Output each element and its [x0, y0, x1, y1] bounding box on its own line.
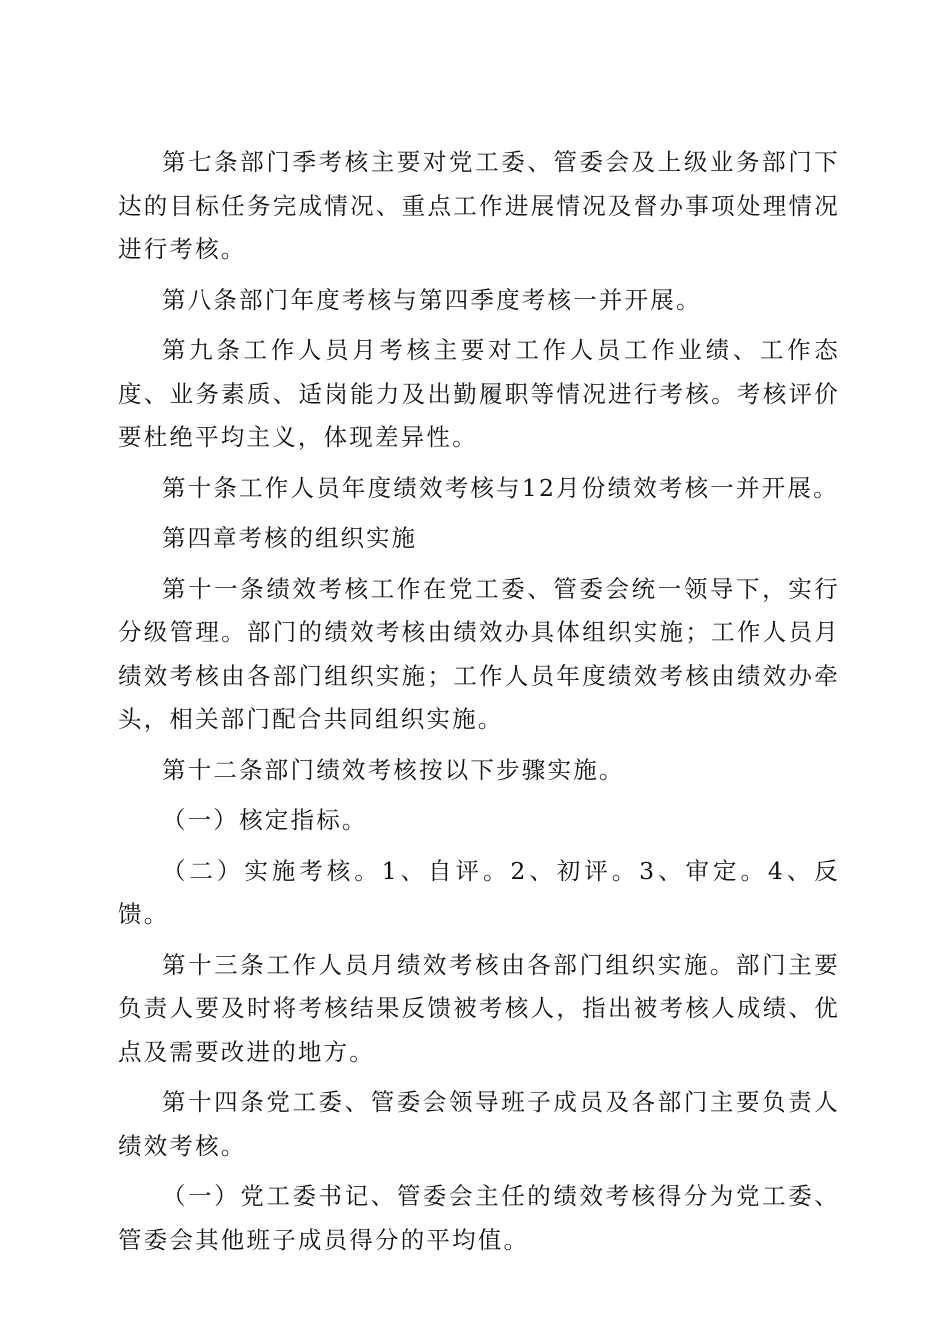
article-12-paragraph: 第十二条部门绩效考核按以下步骤实施。 [162, 755, 625, 784]
article-7-paragraph: 第七条部门季考核主要对党工委、管委会及上级业务部门下达的目标任务完成情况、重点工作进展情况及督办事项处理情况进行考核。 [118, 148, 840, 263]
document-body [118, 141, 840, 1269]
article-14-paragraph: 第十四条党工委、管委会领导班子成员及各部门主要负责人绩效考核。 [118, 1088, 840, 1160]
article-9-paragraph: 第九条工作人员月考核主要对工作人员工作业绩、工作态度、业务素质、适岗能力及出勤履职等情况进行考核。考核评价要杜绝平均主义，体现差异性。 [118, 336, 840, 451]
article-8-paragraph: 第八条部门年度考核与第四季度考核一并开展。 [162, 285, 702, 314]
chapter-4-heading: 第四章考核的组织实施 [162, 524, 417, 552]
article-10-paragraph: 第十条工作人员年度绩效考核与12月份绩效考核一并开展。 [162, 473, 839, 502]
article-11-paragraph: 第十一条绩效考核工作在党工委、管委会统一领导下，实行分级管理。部门的绩效考核由绩效办具体组织实施；工作人员月绩效考核由各部门组织实施；工作人员年度绩效考核由绩效办牵头，相关部门配合共同组织实施。 [118, 574, 840, 733]
article-14-item-1: （一）党工委书记、管委会主任的绩效考核得分为党工委、管委会其他班子成员得分的平均值。 [118, 1182, 840, 1254]
article-13-paragraph: 第十三条工作人员月绩效考核由各部门组织实施。部门主要负责人要及时将考核结果反馈被考核人，指出被考核人成绩、优点及需要改进的地方。 [118, 950, 840, 1066]
article-12-item-2: （二）实施考核。1、自评。2、初评。3、审定。4、反馈。 [118, 856, 840, 928]
article-12-item-1: （一）核定指标。 [162, 806, 368, 834]
